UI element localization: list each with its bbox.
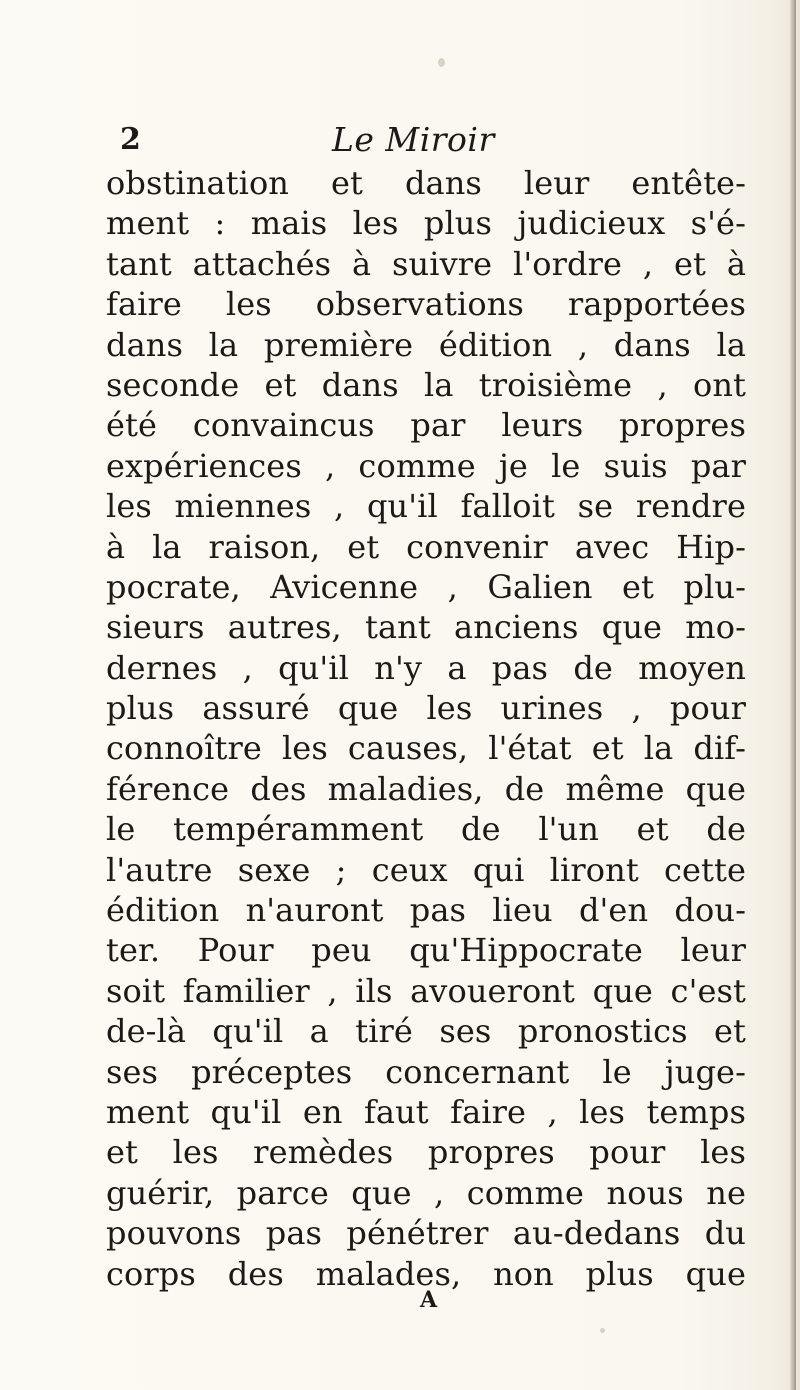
text-line: ment qu'il en faut faire , les temps xyxy=(106,1092,746,1131)
text-line: l'autre sexe ; ceux qui liront cette xyxy=(106,850,746,889)
text-line: corps des malades, non plus que xyxy=(106,1254,746,1293)
text-line: obstination et dans leur entête- xyxy=(106,164,746,202)
text-line: ter. Pour peu qu'Hippocrate leur xyxy=(106,931,746,970)
text-line: ment : mais les plus judicieux s'é- xyxy=(106,204,746,243)
text-line: pouvons pas pénétrer au-dedans du xyxy=(106,1214,746,1253)
text-line: le tempéramment de l'un et de xyxy=(106,810,746,849)
paper-speck xyxy=(438,58,445,67)
text-line: édition n'auront pas lieu d'en dou- xyxy=(106,891,746,930)
body-text xyxy=(106,163,746,1294)
signature-mark: A xyxy=(420,1287,438,1313)
text-line: pocrate, Avicenne , Galien et plu- xyxy=(106,567,746,606)
text-line: guérir, parce que , comme nous ne xyxy=(106,1173,746,1212)
text-line: été convaincus par leurs propres xyxy=(106,406,746,445)
text-line: soit familier , ils avoueront que c'est xyxy=(106,971,746,1010)
text-line: tant attachés à suivre l'ordre , et à xyxy=(106,244,746,283)
text-line: ses préceptes concernant le juge- xyxy=(106,1052,746,1091)
text-line: expériences , comme je le suis par xyxy=(106,446,746,485)
page-gutter-shadow xyxy=(790,0,796,1390)
text-line: sieurs autres, tant anciens que mo- xyxy=(106,608,746,647)
text-line: faire les observations rapportées xyxy=(106,285,746,324)
paper-speck xyxy=(600,1328,605,1333)
text-line: dernes , qu'il n'y a pas de moyen xyxy=(106,648,746,687)
text-line: dans la première édition , dans la xyxy=(106,325,746,364)
running-title: Le Miroir xyxy=(332,120,495,159)
text-line: de-là qu'il a tiré ses pronostics et xyxy=(106,1012,746,1051)
text-line: plus assuré que les urines , pour xyxy=(106,689,746,728)
text-line: férence des maladies, de même que xyxy=(106,769,746,808)
text-line: les miennes , qu'il falloit se rendre xyxy=(106,487,746,526)
page-number: 2 xyxy=(120,122,141,157)
text-line: connoître les causes, l'état et la dif- xyxy=(106,729,746,768)
text-line: à la raison, et convenir avec Hip- xyxy=(106,527,746,566)
page-header xyxy=(120,118,680,162)
text-line: seconde et dans la troisième , ont xyxy=(106,365,746,404)
text-line: et les remèdes propres pour les xyxy=(106,1133,746,1172)
